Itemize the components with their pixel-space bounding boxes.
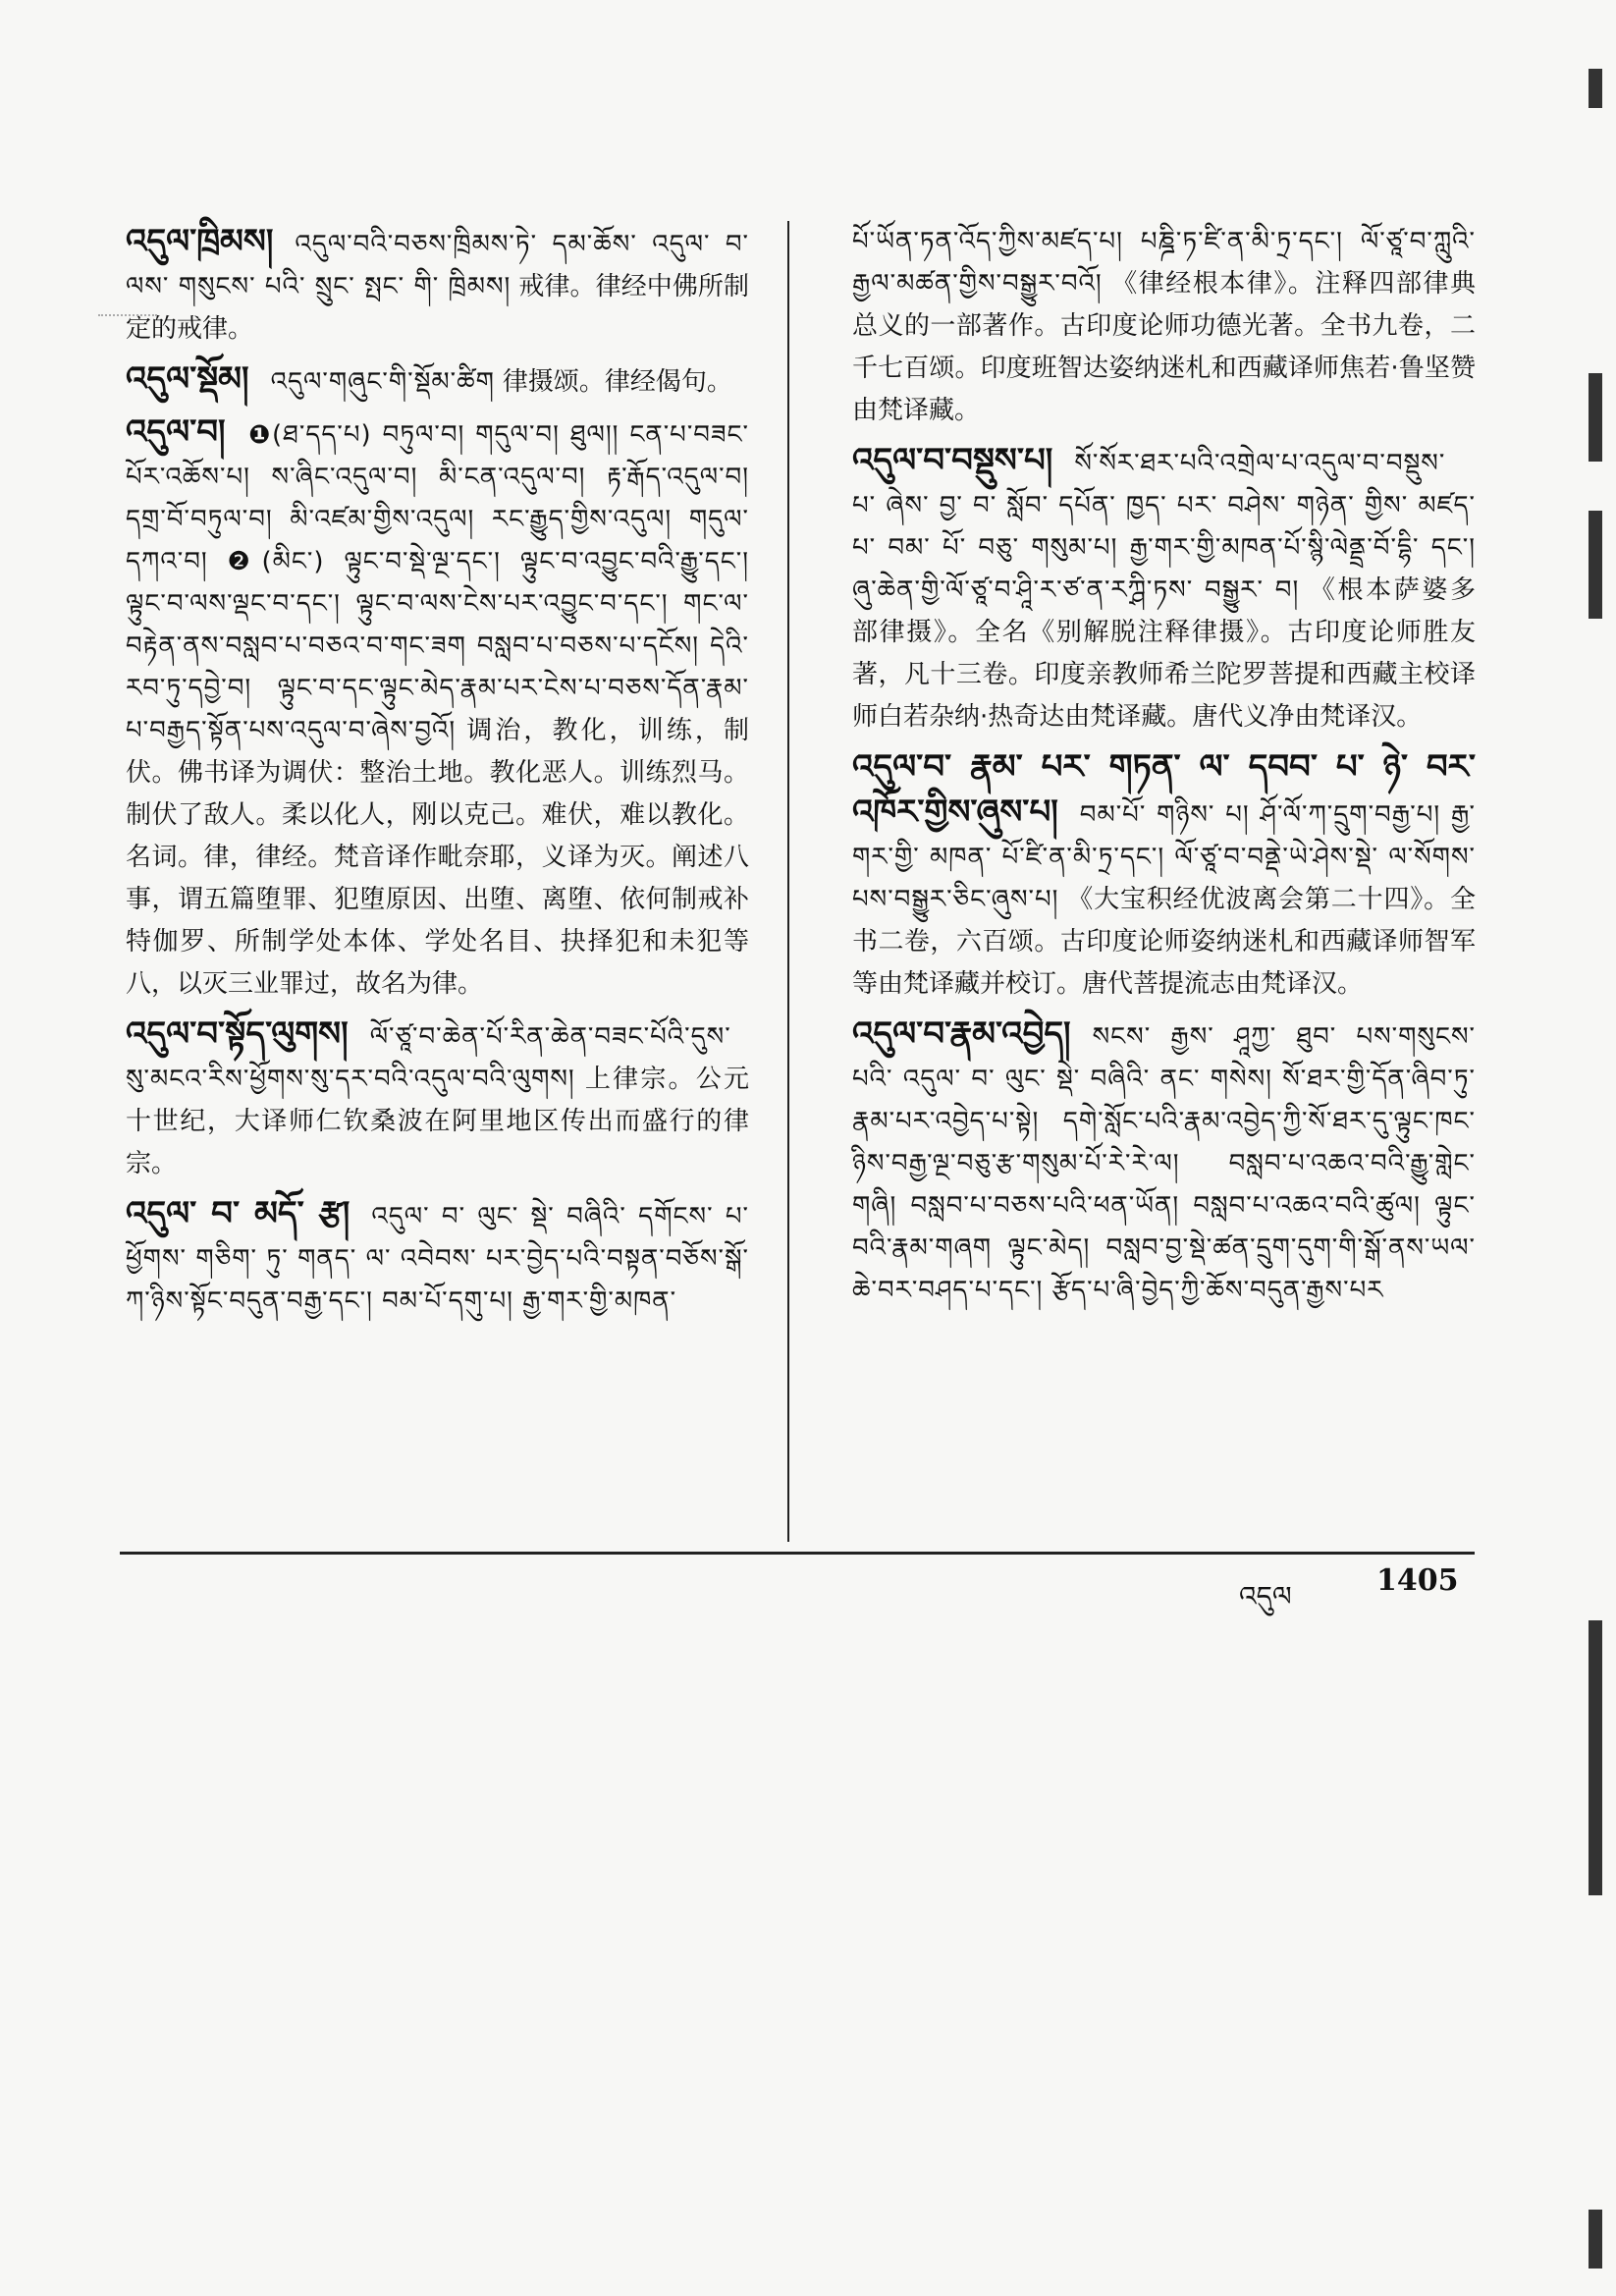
tibetan-definition: སངས་ རྒྱས་ ཤཱཀྱ་ ཐུབ་ པས་གསུངས་ པའི་ འདུལ་ བ་ ལུང་ སྡེ་ བཞིའི་ ནང་ གསེས། སོ་ཐར་གྱི་དོན་ཞིབ་ཏུ་རྣམ་པར་འབྱེད་པ་སྟེ། དགེ་སློང་པའི་རྣམ་འབྱེད་ཀྱི་སོ་ཐར་དུ་ལྟུང་ཁང་ཉིས་བརྒྱ་ལྔ་བཅུ་རྩ་གསུམ་པོ་རེ་རེ་ལ། བསླབ་པ་འཆའ་བའི་རྒྱུ་གླེང་གཞི། བསླབ་པ་བཅས་པའི་ཕན་ཡོན། བསླབ་པ་འཆའ་བའི་ཚུལ། ལྟུང་བའི་རྣམ་གཞག ལྟུང་མེད། བསླབ་བྱ་སྡེ་ཚན་དྲུག་དུག་གི་སྒོ་ནས་ཡལ་ཆེ་བར་བཤད་པ་དང་། རྩོད་པ་ཞི་བྱེད་ཀྱི་ཆོས་བདུན་རྒྱས་པར xyxy=(852,1022,1476,1305)
tibetan-definition: འདུལ་གཞུང་གི་སྡོམ་ཚིག xyxy=(270,367,495,397)
chinese-definition: 律摄颂。律经偈句。 xyxy=(502,367,732,397)
tibetan-definition: (ཐ་དད་པ) བཏུལ་བ། གདུལ་བ། ཐུལ།། ངན་པ་བཟང་པོར་འཆོས་པ། ས་ཞིང་འདུལ་བ། མི་ངན་འདུལ་བ། རྟ་རྒོད་འདུལ་བ། དགྲ་བོ་བཏུལ་བ། མི་འཛམ་གྱིས་འདུལ། རང་རྒྱུད་གྱིས་འདུལ། གདུལ་དཀའ་བ། ❷(མིང་) ལྟུང་བ་སྡེ་ལྔ་དང་། ལྟུང་བ་འབྱུང་བའི་རྒྱུ་དང་། ལྟུང་བ་ལས་ལྡང་བ་དང་། ལྟུང་བ་ལས་ངེས་པར་འབྱུང་བ་དང་། གང་ལ་བརྟེན་ནས་བསླབ་པ་བཅའ་བ་གང་ཟག བསླབ་པ་བཅས་པ་དངོས། དེའི་རབ་ཏུ་དབྱེ་བ། ལྟུང་བ་དང་ལྟུང་མེད་རྣམ་པར་ངེས་པ་བཅས་དོན་རྣམ་པ་བརྒྱད་སྟོན་པས་འདུལ་བ་ཞེས་བྱའོ། xyxy=(126,420,750,745)
headword: འདུལ་ཁྲིམས། xyxy=(126,222,274,261)
entry xyxy=(126,1013,749,1185)
headword: འདུལ་ བ་ མདོ་ རྩ། xyxy=(126,1194,350,1233)
entry xyxy=(852,440,1476,738)
entry-continuation xyxy=(852,221,1476,432)
headword: འདུལ་བ་ རྣམ་ པར་ གཏན་ ལ་ དབབ་ པ་ ཉེ་ བར་འཁོར་གྱིས་ཞུས་པ། xyxy=(852,747,1476,832)
chinese-definition: 上律宗。公元十世纪，大译师仁钦桑波在阿里地区传出而盛行的律宗。 xyxy=(126,1065,749,1178)
chinese-definition: 《大宝积经优波离会第二十四》。全书二卷，六百颂。古印度论师姿纳迷札和西藏译师智军等由梵译藏并校订。唐代菩提流志由梵译汉。 xyxy=(852,885,1476,999)
footer-rule xyxy=(120,1552,1475,1555)
running-head-word: འདུལ xyxy=(1239,1580,1292,1613)
tibetan-definition: བམ་པོ་ གཉིས་ པ། ཤོ་ལོ་ཀ་དྲུག་བརྒྱ་པ། རྒྱ་གར་གྱི་ མཁན་ པོ་ཛི་ན་མི་ཏྲ་དང་། ལོ་ཙཱ་བ་བནྡེ་ཡེ་ཤེས་སྡེ་ ལ་སོགས་པས་བསྒྱུར་ཅིང་ཞུས་པ། xyxy=(852,800,1476,914)
tibetan-definition: པོ་ཡོན་ཏན་འོད་ཀྱིས་མཛད་པ། པཎྜི་ཏ་ཛི་ན་མི་ཏྲ་དང་། ལོ་ཙཱ་བ་ཀླུའི་རྒྱལ་མཚན་གྱིས་བསྒྱུར་བའོ། xyxy=(852,227,1476,299)
scan-speck xyxy=(98,304,157,316)
page-number: 1405 xyxy=(1376,1563,1459,1598)
headword: འདུལ་བ་རྣམ་འབྱེད། xyxy=(852,1014,1071,1054)
entry xyxy=(126,221,749,351)
entry xyxy=(126,358,749,404)
headword: འདུལ་སྡོམ། xyxy=(126,359,249,399)
chinese-definition: 调治，教化，训练，制伏。佛书译为调伏：整治土地。教化恶人。训练烈马。制伏了敌人。柔以化人，刚以克己。难伏，难以教化。名词。律，律经。梵音译作毗奈耶，义译为灭。阐述八事，谓五篇堕罪、犯堕原因、出堕、离堕、依何制戒补特伽罗、所制学处本体、学处名目、抉择犯和未犯等八，以灭三业罪过，故名为律。 xyxy=(126,716,749,999)
chinese-definition: 戒律。律经中佛所制定的戒律。 xyxy=(126,272,749,344)
entry xyxy=(126,1193,749,1323)
chinese-definition: 《根本萨婆多部律摄》。全名《别解脱注释律摄》。古印度论师胜友著，凡十三卷。印度亲教师希兰陀罗菩提和西藏主校译师白若杂纳·热奇达由梵译藏。唐代义净由梵译汉。 xyxy=(852,575,1476,732)
headword: འདུལ་བ། xyxy=(126,412,226,452)
entry xyxy=(852,1013,1476,1312)
column-divider xyxy=(787,221,789,1542)
right-column xyxy=(852,221,1476,1320)
tibetan-definition: འདུལ་ བ་ ལུང་ སྡེ་ བཞིའི་ དགོངས་ པ་ ཕྱོགས་ གཅིག་ ཏུ་ གནད་ ལ་ འབེབས་ པར་བྱེད་པའི་བསྟན་བཅོས་སྒོ་ཀ་ཉིས་སྟོང་བདུན་བརྒྱ་དང་། བམ་པོ་དགུ་པ། རྒྱ་གར་གྱི་མཁན་ xyxy=(126,1202,749,1316)
chinese-definition: 《律经根本律》。注释四部律典总义的一部著作。古印度论师功德光著。全书九卷，二千七百颂。印度班智达姿纳迷札和西藏译师焦若·鲁坚赞由梵译藏。 xyxy=(852,269,1476,425)
left-column xyxy=(126,221,749,1331)
headword: འདུལ་བ་བསྡུས་པ། xyxy=(852,441,1053,480)
tibetan-definition: སོ་སོར་ཐར་པའི་འགྲེལ་པ་འདུལ་བ་བསྡུས་ པ་ ཞེས་ བྱ་ བ་ སློབ་ དཔོན་ ཁྱད་ པར་ བཤེས་ གཉེན་ གྱིས་ མཛད་ པ་ བམ་ པོ་ བཅུ་ གསུམ་པ། རྒྱ་གར་གྱི་མཁན་པོ་སྙི་ལེནྡྲ་བོ་དྷི་ དང་། ཞུ་ཆེན་གྱི་ལོ་ཙཱ་བ་ཤཱི་ར་ཙ་ན་རཀྴི་ཏས་ བསྒྱུར་ བ། xyxy=(852,449,1476,605)
tibetan-definition: འདུལ་བའི་བཅས་ཁྲིམས་ཏེ་ དམ་ཆོས་ འདུལ་ བ་ ལས་ གསུངས་ པའི་ སྲུང་ སྤང་ གི་ ཁྲིམས། xyxy=(126,230,749,301)
sense-marker: ❶ xyxy=(246,420,272,450)
tibetan-definition: ལོ་ཙཱ་བ་ཆེན་པོ་རིན་ཆེན་བཟང་པོའི་དུས་སུ་མངའ་རིས་ཕྱོགས་སུ་དར་བའི་འདུལ་བའི་ལུགས། xyxy=(126,1022,731,1094)
entry xyxy=(126,411,749,1006)
entry xyxy=(852,746,1476,1006)
headword: འདུལ་བ་སྟོད་ལུགས། xyxy=(126,1014,349,1054)
scan-edge-marks xyxy=(1589,69,1608,2278)
